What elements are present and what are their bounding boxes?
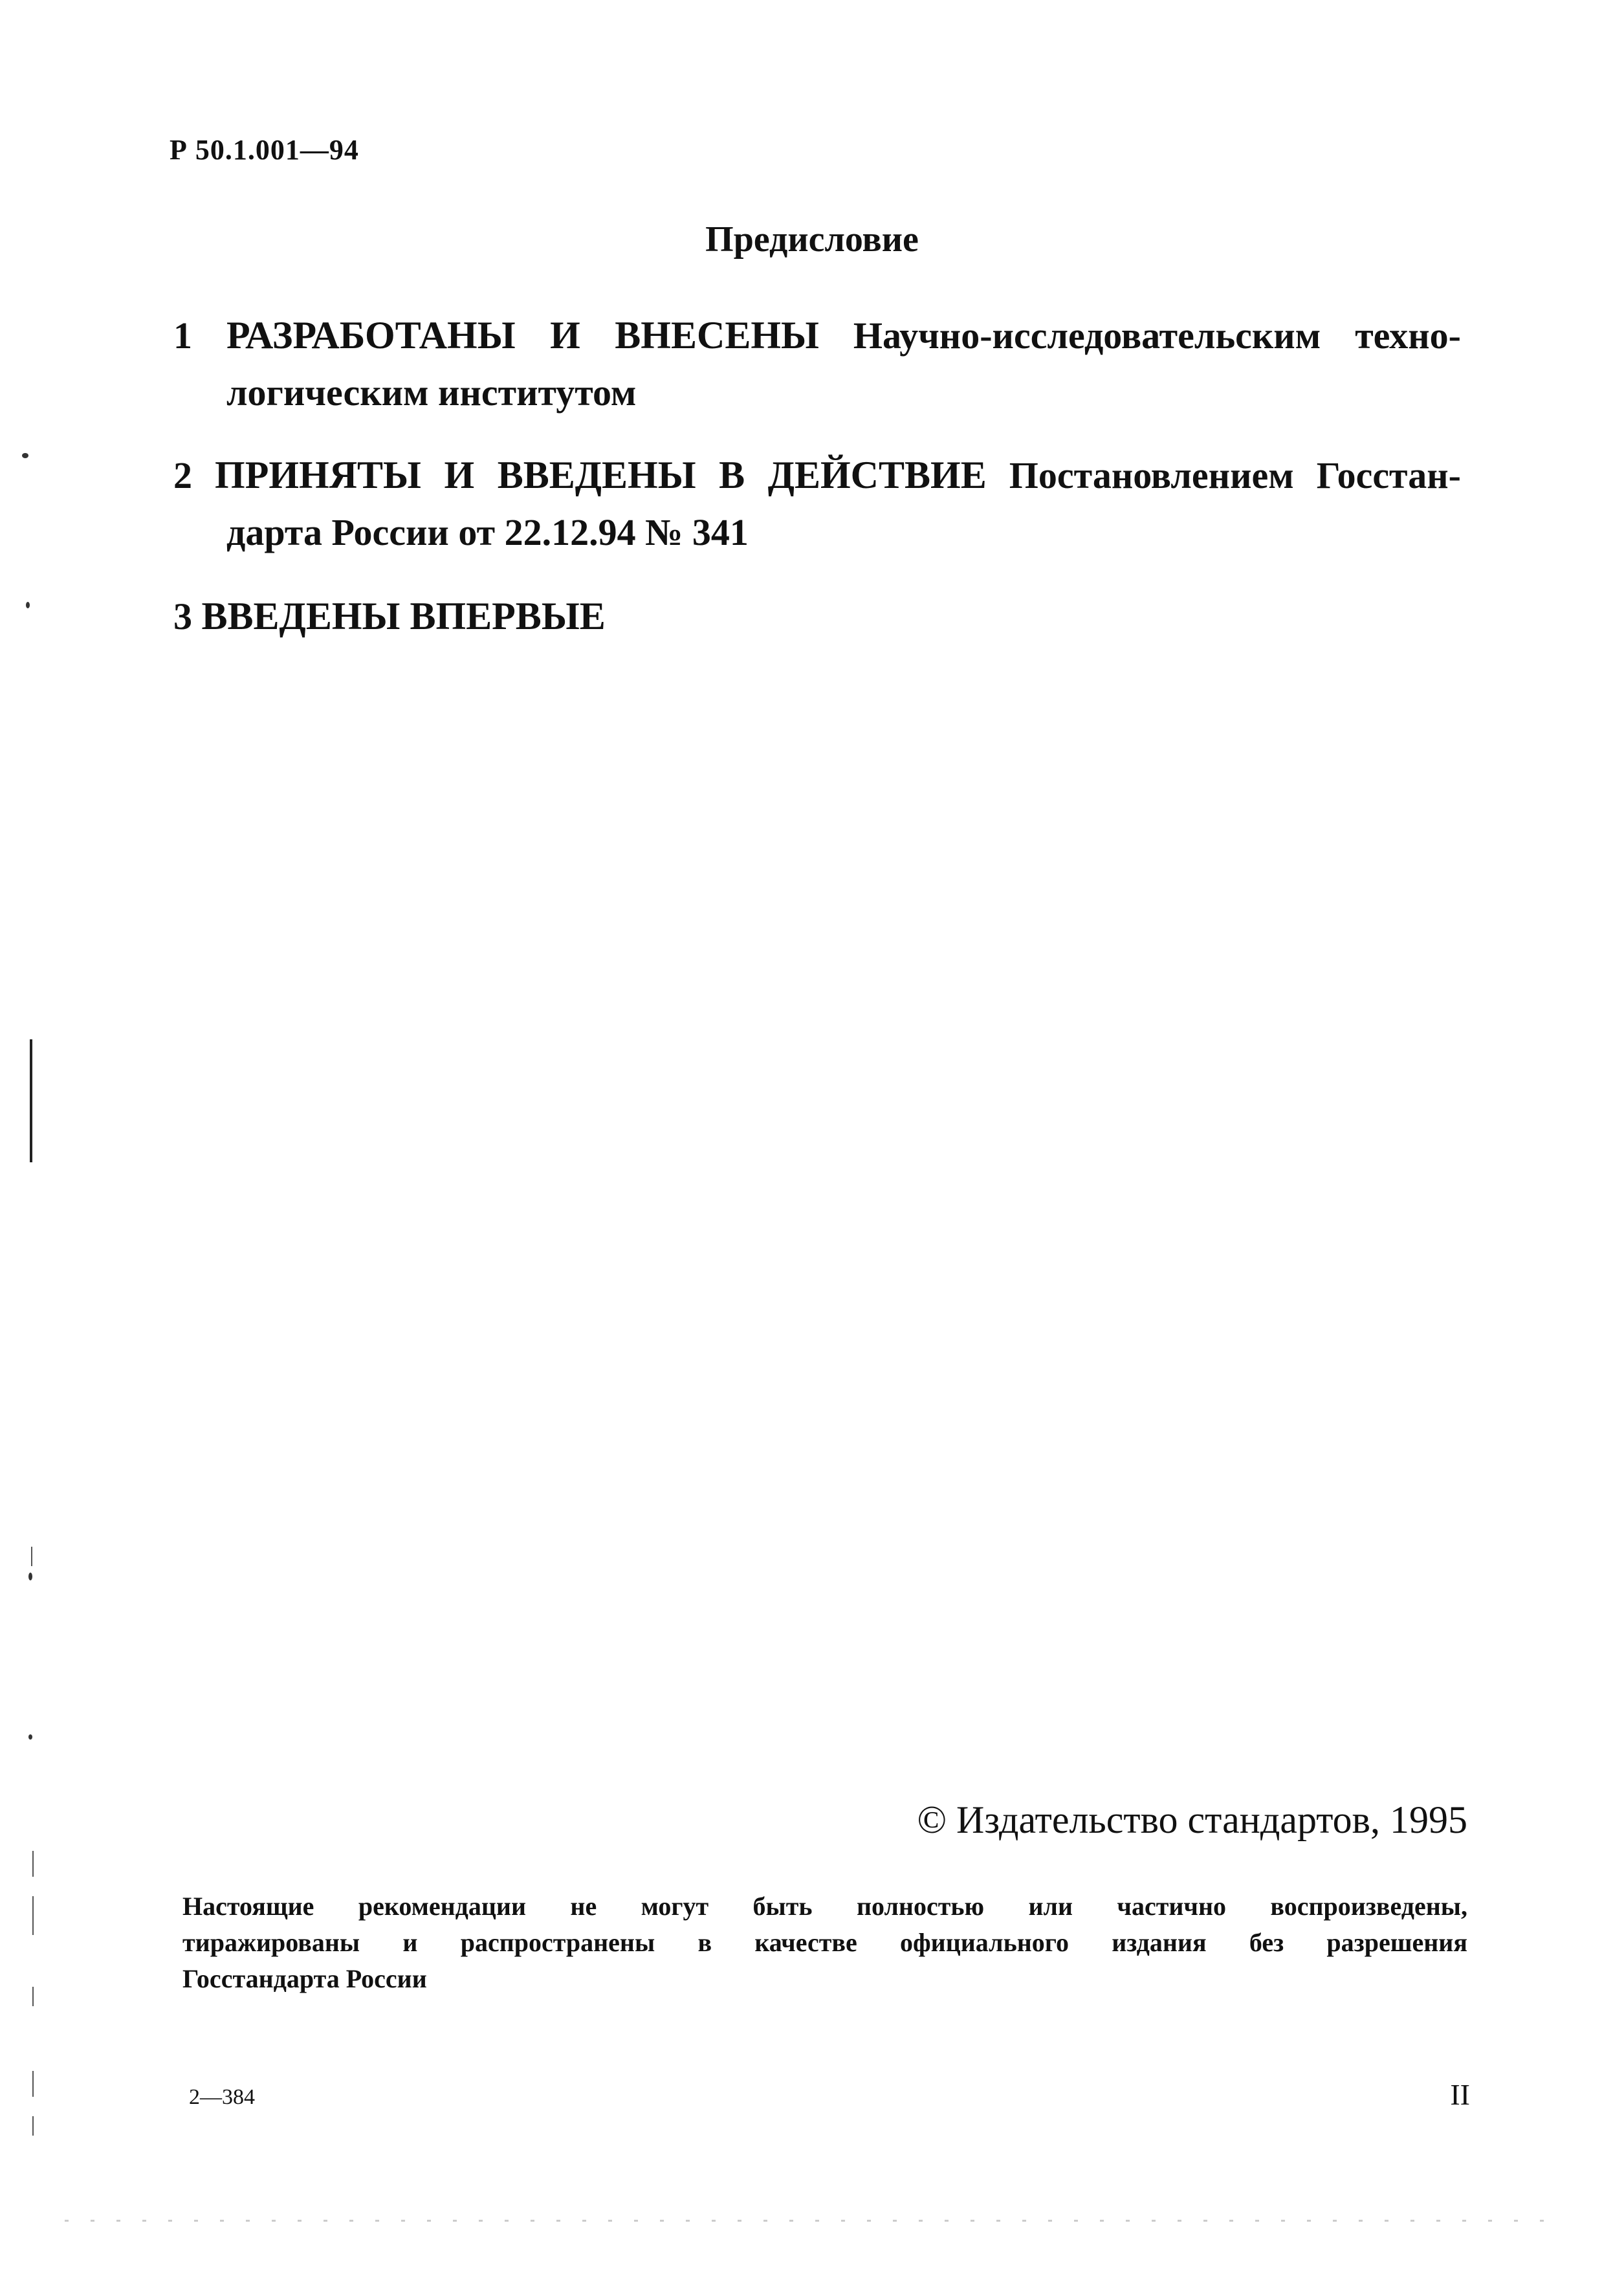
scan-artifact-bar: [30, 1039, 32, 1162]
preface-item-1-line1: [173, 307, 1461, 364]
scan-artifact-tick: [32, 1896, 34, 1935]
scan-artifact-dot: [26, 602, 30, 608]
scan-artifact-tick: [31, 1547, 32, 1566]
page-number: II: [1450, 2078, 1470, 2111]
preface-item-2-line1: [173, 447, 1461, 504]
item-text: Научно-исследовательским техно-: [853, 315, 1461, 357]
scan-artifact-tick: [32, 1851, 34, 1877]
preface-item-3: [173, 588, 1461, 645]
item-number: 3: [173, 595, 192, 637]
preface-item-1: [173, 307, 1461, 421]
scan-artifact-tick: [32, 1987, 34, 2006]
scan-artifact-noise: [65, 2220, 1553, 2222]
item-continuation: логическим институтом: [226, 371, 637, 414]
item-lead: ПРИНЯТЫ И ВВЕДЕНЫ В ДЕЙСТВИЕ: [215, 454, 987, 496]
item-number: 2: [173, 454, 192, 496]
scan-artifact-tick: [32, 2116, 34, 2136]
document-code: Р 50.1.001—94: [170, 134, 359, 166]
item-continuation: дарта России от 22.12.94 № 341: [226, 511, 749, 553]
scan-artifact-dot: [28, 1573, 32, 1580]
item-text: Постановлением Госстан-: [1009, 454, 1461, 496]
item-lead: РАЗРАБОТАНЫ И ВНЕСЕНЫ: [226, 314, 819, 357]
item-number: 1: [173, 315, 192, 357]
notice-line: Госстандарта России: [182, 1964, 427, 1993]
notice-line: Настоящие рекомендации не могут быть полностью или частично воспроизведены,: [182, 1892, 1467, 1921]
scan-artifact-dot: [28, 1734, 32, 1740]
scan-artifact-dot: [22, 453, 28, 458]
scan-artifact-tick: [32, 2071, 34, 2097]
copyright-line: © Издательство стандартов, 1995: [917, 1798, 1467, 1841]
notice-line: тиражированы и распространены в качестве официального издания без разрешения: [182, 1928, 1467, 1957]
item-lead: ВВЕДЕНЫ ВПЕРВЫЕ: [201, 595, 606, 637]
print-order-number: 2—384: [189, 2085, 255, 2109]
preface-title: Предисловие: [705, 219, 919, 260]
preface-item-2: [173, 447, 1461, 561]
reproduction-notice: [182, 1888, 1467, 1997]
